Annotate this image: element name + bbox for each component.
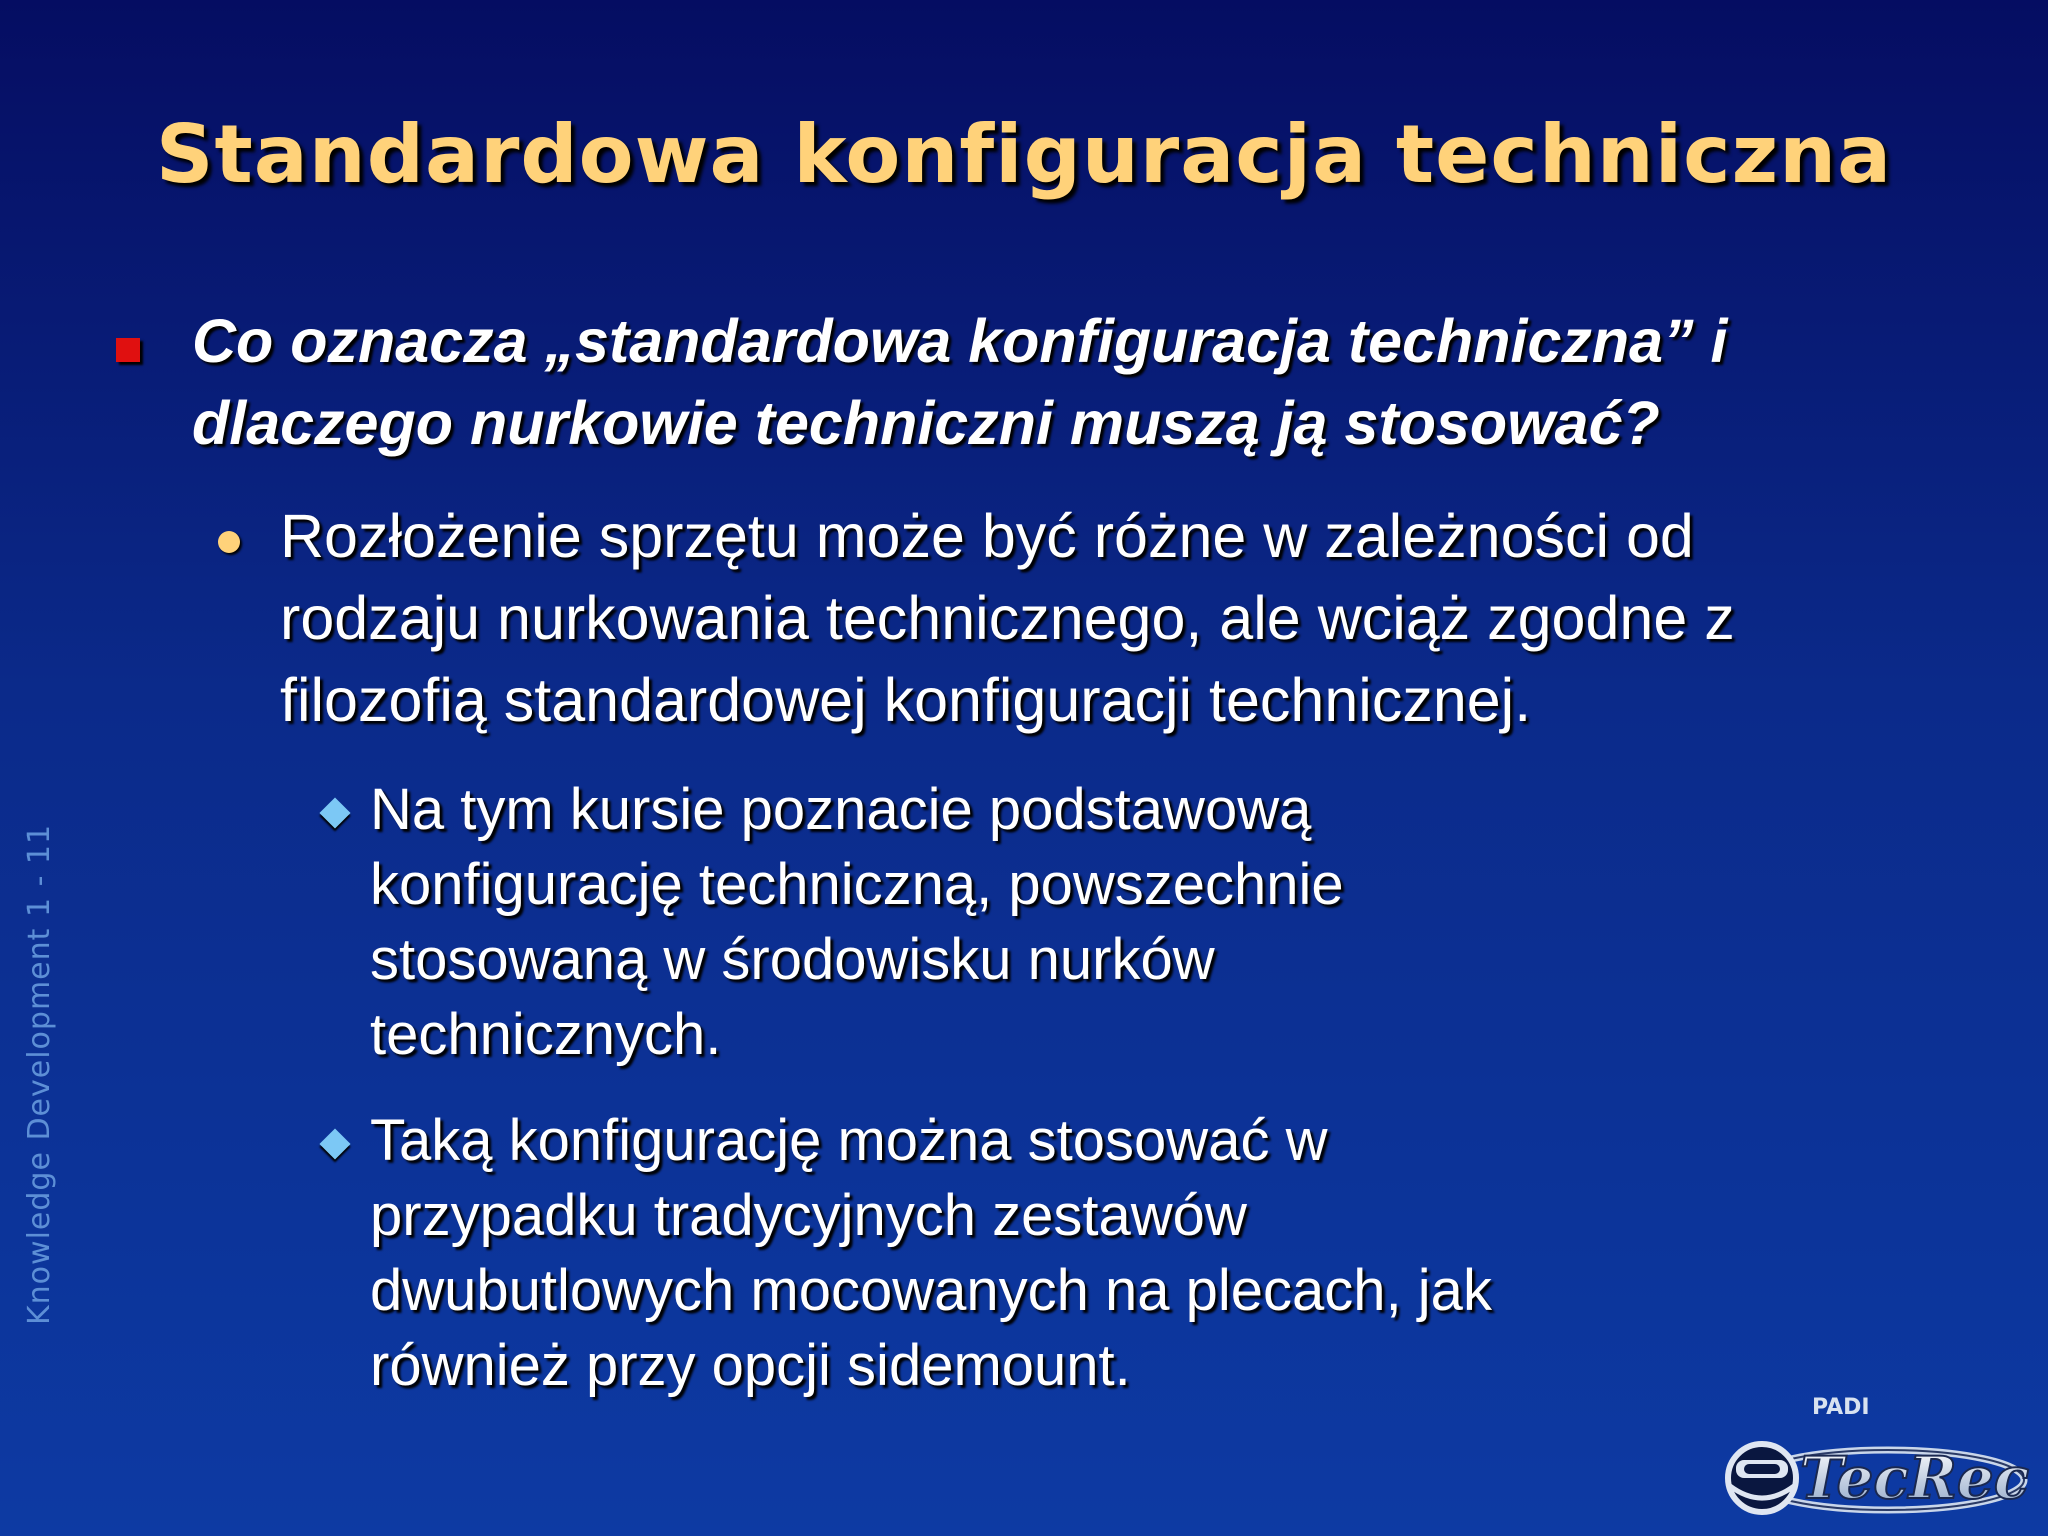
sub-point-text: Taką konfigurację można stosować w przypadku tradycyjnych zestawów dwubutlowych mocowanych na plecach, jak również przy opcji sidemount. [370,1108,1492,1398]
sub-point-text: Na tym kursie poznacie podstawową konfigurację techniczną, powszechnie stosowaną w środowisku nurków technicznych. [370,777,1344,1067]
square-bullet-icon [116,338,140,362]
circle-bullet-icon [218,531,240,553]
question-text: Co oznacza „standardowa konfiguracja techniczna” i dlaczego nurkowie techniczni muszą ją stosować? [192,307,1728,457]
main-point-text: Rozłożenie sprzętu może być różne w zależności od rodzaju nurkowania technicznego, ale wciąż zgodne z filozofią standardowej konfiguracji technicznej. [280,502,1735,734]
diamond-bullet-icon [319,797,350,828]
logo-main-text: TecRec [1800,1444,2030,1512]
slide-title: Standardowa konfiguracja techniczna [155,108,1893,201]
sidebar-label: Knowledge Development 1 - 11 [22,823,57,1325]
diamond-bullet-icon [319,1128,350,1159]
padi-tecrec-logo [1700,1390,2030,1520]
logo-top-text: PADI [1812,1395,1870,1420]
